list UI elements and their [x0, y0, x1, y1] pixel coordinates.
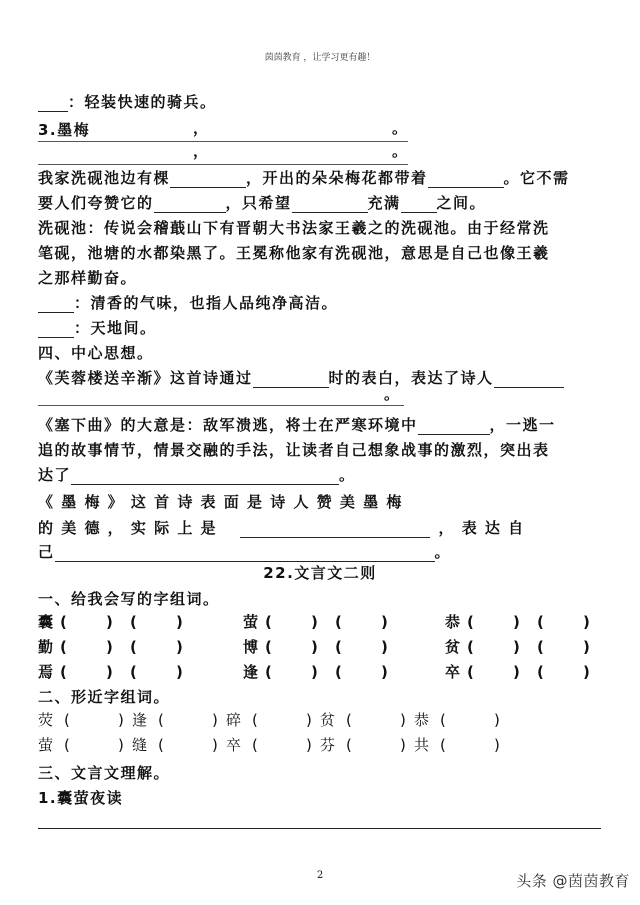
answer-slot[interactable]: [477, 637, 507, 657]
paren-open: (: [252, 736, 260, 754]
answer-line[interactable]: [38, 164, 408, 165]
text-line: 己 。: [38, 543, 452, 561]
answer-slot[interactable]: [547, 637, 577, 657]
paren-open: (: [537, 663, 546, 681]
text-line: 《 墨 梅 》 这 首 诗 表 面 是 诗 人 赞 美 墨 梅: [38, 493, 402, 511]
character: 勤: [38, 638, 55, 656]
answer-blank[interactable]: [170, 171, 246, 188]
answer-slot[interactable]: [74, 735, 114, 755]
paren-open: (: [440, 711, 448, 729]
character: 碎: [226, 711, 243, 729]
paren-close: ): [176, 613, 185, 631]
answer-slot[interactable]: [477, 662, 507, 682]
answer-slot[interactable]: [275, 662, 305, 682]
character: 卒: [226, 736, 243, 754]
paren-open: (: [64, 736, 72, 754]
paren-open: (: [158, 711, 166, 729]
character: 博: [243, 638, 260, 656]
note-line: 笔砚，池塘的水都染黑了。王冕称他家有洗砚池，意思是自己也像王羲: [38, 244, 550, 262]
definition-line: [38, 92, 217, 112]
character: 共: [414, 736, 431, 754]
character: 卒: [445, 663, 462, 681]
comma: ，: [193, 119, 210, 137]
answer-slot[interactable]: [275, 637, 305, 657]
answer-blank[interactable]: [418, 418, 490, 435]
text-line: 《芙蓉楼送辛渐》这首诗通过 时的表白，表达了诗人: [38, 368, 564, 388]
paren-close: ): [494, 711, 502, 729]
paren-open: (: [467, 613, 476, 631]
text-line: 追的故事情节，情景交融的手法，让读者自己想象战事的激烈，突出表: [38, 441, 550, 459]
paren-close: ): [311, 663, 320, 681]
answer-slot[interactable]: [70, 637, 100, 657]
paren-open: (: [467, 638, 476, 656]
paren-open: (: [130, 638, 139, 656]
character: 逢: [132, 711, 149, 729]
character: 荧: [38, 711, 55, 729]
answer-slot[interactable]: [262, 710, 302, 730]
answer-line[interactable]: [38, 405, 404, 406]
definition-line: ：天地间。: [38, 318, 157, 338]
answer-slot[interactable]: [70, 662, 100, 682]
character: 缝: [132, 736, 149, 754]
note-line: 之那样勤奋。: [38, 269, 138, 287]
section-heading: 二、形近字组词。: [38, 688, 171, 706]
poem-title: 3.墨梅: [38, 121, 91, 139]
answer-slot[interactable]: [74, 710, 114, 730]
paren-close: ): [583, 638, 592, 656]
paren-open: (: [252, 711, 260, 729]
paren-close: ): [118, 736, 126, 754]
character: 萤: [243, 613, 260, 631]
paren-close: ): [311, 638, 320, 656]
answer-blank[interactable]: [292, 196, 368, 213]
paren-close: ): [513, 613, 522, 631]
comma: ，: [193, 142, 210, 160]
paren-close: ): [513, 638, 522, 656]
text-line: 要人们夸赞它的 ，只希望 充满 之间。: [38, 194, 487, 212]
text-line: 达了 。: [38, 466, 356, 484]
period: 。: [392, 142, 409, 160]
paren-close: ): [306, 711, 314, 729]
paren-open: (: [60, 613, 69, 631]
paren-close: ): [513, 663, 522, 681]
answer-blank[interactable]: [55, 545, 435, 562]
text-line: 《塞下曲》的大意是：敌军溃逃，将士在严寒环境中 ，一逃一: [38, 416, 556, 434]
character: 芬: [320, 736, 337, 754]
paren-open: (: [537, 638, 546, 656]
answer-blank[interactable]: [240, 521, 430, 538]
character: 囊: [38, 613, 55, 631]
paren-open: (: [265, 663, 274, 681]
answer-blank[interactable]: [38, 95, 68, 112]
paren-open: (: [335, 663, 344, 681]
answer-slot[interactable]: [547, 662, 577, 682]
answer-slot[interactable]: [477, 612, 507, 632]
answer-slot[interactable]: [547, 612, 577, 632]
paren-close: ): [106, 663, 115, 681]
answer-slot[interactable]: [168, 710, 208, 730]
paren-open: (: [265, 613, 274, 631]
answer-blank[interactable]: [494, 371, 564, 388]
paren-close: ): [400, 736, 408, 754]
paren-open: (: [467, 663, 476, 681]
answer-blank[interactable]: [38, 321, 74, 338]
paren-close: ): [311, 613, 320, 631]
answer-blank[interactable]: [401, 196, 437, 213]
period: 。: [384, 385, 401, 403]
paren-close: ): [381, 638, 390, 656]
text-line: 的 美 德 ， 实 际 上 是 ， 表 达 自: [38, 519, 524, 537]
paren-close: ): [212, 736, 220, 754]
answer-blank[interactable]: [428, 171, 504, 188]
answer-blank[interactable]: [253, 371, 329, 388]
paren-open: (: [130, 613, 139, 631]
answer-slot[interactable]: [450, 710, 490, 730]
paren-close: ): [106, 613, 115, 631]
period: 。: [392, 119, 409, 137]
answer-slot[interactable]: [356, 735, 396, 755]
paren-open: (: [158, 736, 166, 754]
answer-slot[interactable]: [262, 735, 302, 755]
answer-slot[interactable]: [140, 612, 170, 632]
definition-line: ：清香的气味，也指人品纯净高洁。: [38, 293, 338, 313]
section-heading: 三、文言文理解。: [38, 764, 171, 782]
page-number: 2: [316, 870, 324, 881]
answer-blank[interactable]: [38, 296, 74, 313]
paren-close: ): [494, 736, 502, 754]
character: 贫: [320, 711, 337, 729]
paren-open: (: [346, 736, 354, 754]
answer-slot[interactable]: [345, 637, 375, 657]
paren-open: (: [335, 638, 344, 656]
answer-slot[interactable]: [140, 637, 170, 657]
answer-blank[interactable]: [154, 196, 226, 213]
answer-slot[interactable]: [450, 735, 490, 755]
paren-open: (: [64, 711, 72, 729]
note-line: 洗砚池：传说会稽蕺山下有晋朝大书法家王羲之的洗砚池。由于经常洗: [38, 219, 550, 237]
watermark: 头条 @茵茵教育: [516, 872, 630, 890]
answer-slot[interactable]: [168, 735, 208, 755]
character: 萤: [38, 736, 55, 754]
character: 贫: [445, 638, 462, 656]
section-heading: 四、中心思想。: [38, 344, 154, 362]
sub-heading: 1.囊萤夜读: [38, 789, 124, 807]
paren-open: (: [537, 613, 546, 631]
character: 恭: [445, 613, 462, 631]
paren-close: ): [583, 613, 592, 631]
paren-close: ): [118, 711, 126, 729]
character: 焉: [38, 663, 55, 681]
answer-slot[interactable]: [345, 662, 375, 682]
paren-open: (: [440, 736, 448, 754]
answer-line[interactable]: [38, 828, 601, 829]
character: 逢: [243, 663, 260, 681]
definition-text: ：轻装快速的骑兵。: [68, 93, 217, 111]
paren-close: ): [400, 711, 408, 729]
answer-slot[interactable]: [70, 612, 100, 632]
answer-slot[interactable]: [275, 612, 305, 632]
text-line: 我家洗砚池边有棵 ，开出的朵朵梅花都带着 。它不需: [38, 169, 570, 187]
answer-slot[interactable]: [345, 612, 375, 632]
paren-close: ): [306, 736, 314, 754]
paren-open: (: [335, 613, 344, 631]
section-heading: 一、给我会写的字组词。: [38, 590, 220, 608]
paren-close: ): [212, 711, 220, 729]
paren-close: ): [106, 638, 115, 656]
answer-line[interactable]: [38, 141, 408, 142]
paren-open: (: [346, 711, 354, 729]
paren-open: (: [130, 663, 139, 681]
paren-close: ): [381, 613, 390, 631]
character: 恭: [414, 711, 431, 729]
page-header: 茵茵教育 ，让学习更有趣！: [264, 53, 376, 63]
paren-open: (: [60, 663, 69, 681]
paren-open: (: [265, 638, 274, 656]
answer-slot[interactable]: [356, 710, 396, 730]
paren-open: (: [60, 638, 69, 656]
paren-close: ): [176, 638, 185, 656]
paren-close: ): [381, 663, 390, 681]
paren-close: ): [583, 663, 592, 681]
paren-close: ): [176, 663, 185, 681]
answer-slot[interactable]: [140, 662, 170, 682]
lesson-title: 22.文言文二则: [263, 564, 377, 582]
answer-blank[interactable]: [71, 468, 339, 485]
